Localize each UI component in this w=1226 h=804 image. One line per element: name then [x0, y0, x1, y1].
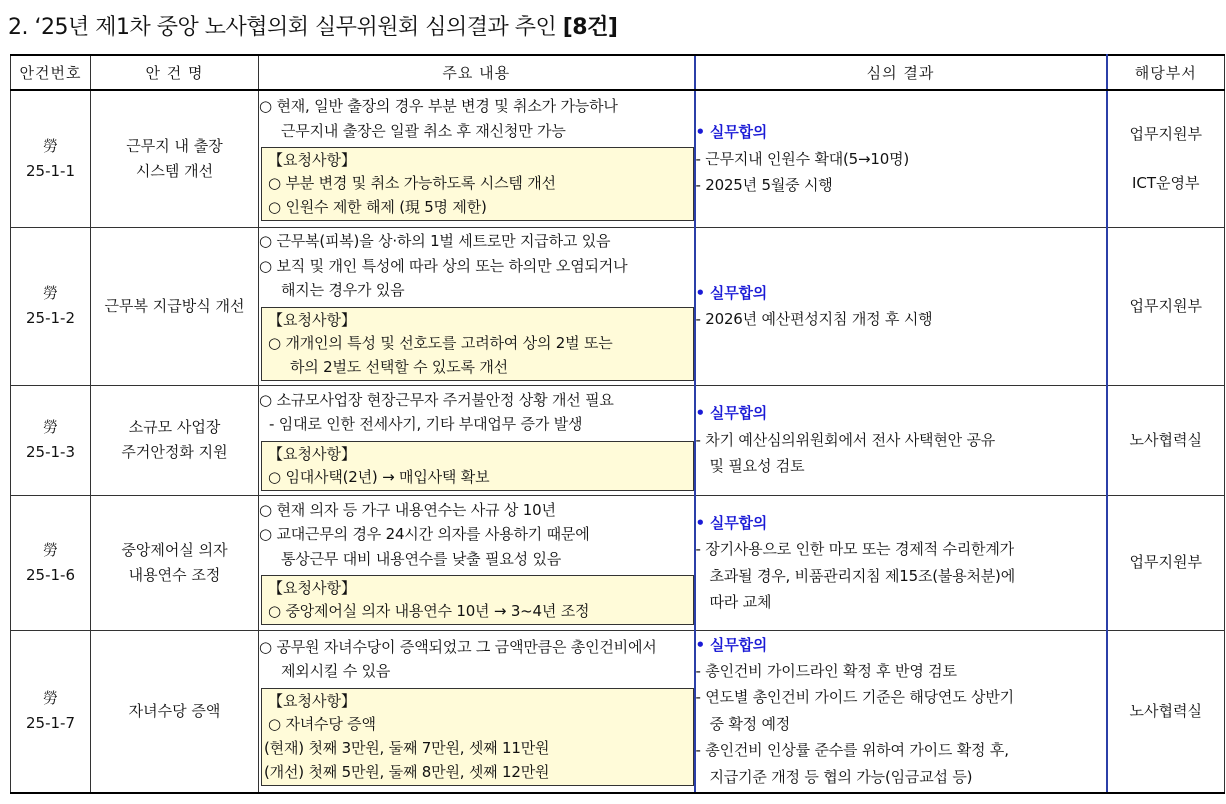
result-agree: • 실무합의: [695, 513, 768, 532]
result-agree: • 실무합의: [695, 404, 768, 423]
table-row: [11, 385, 1225, 495]
agenda-name-line: 소규모 사업장: [128, 418, 221, 436]
agenda-name-line: 근무지 내 출장: [126, 136, 223, 155]
request-line: ○ 중앙제어실 의자 내용연수 10년 → 3~4년 조정: [268, 602, 590, 621]
content-line: 근무지내 출장은 일괄 취소 후 재신청만 가능: [281, 121, 566, 140]
request-label: 【요청사항】: [268, 444, 356, 463]
agenda-number: 25-1-1: [26, 161, 75, 180]
result-line: - 장기사용으로 인한 마모 또는 경제적 수리한계가: [695, 540, 1014, 558]
content-line: ○ 교대근무의 경우 24시간 의자를 사용하기 때문에: [259, 525, 590, 544]
request-line: 하의 2벌도 선택할 수 있도록 개선: [290, 357, 508, 376]
agenda-name-cell: [91, 227, 259, 385]
content-cell: [259, 385, 695, 495]
content-line: ○ 보직 및 개인 특성에 따라 상의 또는 하의만 오염되거나: [259, 256, 628, 275]
agenda-table: [10, 54, 1225, 794]
agenda-name-line: 자녀수당 증액: [128, 701, 221, 720]
dept-name: 업무지원부: [1129, 296, 1202, 315]
table-row: [11, 227, 1225, 385]
result-line: - 2026년 예산편성지침 개정 후 시행: [695, 310, 933, 328]
agenda-number: 25-1-6: [26, 565, 75, 584]
content-cell: [259, 495, 695, 630]
labor-mark: 勞: [42, 689, 58, 708]
result-cell: [695, 495, 1107, 630]
header-content: 주요 내용: [259, 55, 695, 90]
result-line: - 총인건비 가이드라인 확정 후 반영 검토: [695, 661, 957, 680]
result-line: - 연도별 총인건비 가이드 기준은 해당연도 상반기: [695, 688, 1014, 706]
content-line: 해지는 경우가 있음: [281, 281, 405, 300]
result-cell: [695, 90, 1107, 227]
request-label: 【요청사항】: [268, 691, 356, 710]
dept-name: ICT운영부: [1131, 173, 1200, 192]
result-line: - 근무지내 인원수 확대(5→10명): [695, 149, 910, 168]
agenda-number-cell: [11, 630, 91, 793]
content-line: ○ 현재, 일반 출장의 경우 부분 변경 및 취소가 가능하나: [259, 97, 618, 116]
content-cell: [259, 90, 695, 227]
request-box: [261, 575, 694, 625]
request-line: (개선) 첫째 5만원, 둘째 8만원, 셋째 12만원: [264, 762, 550, 781]
agenda-name-line: 주거안정화 지원: [121, 443, 228, 461]
request-label: 【요청사항】: [268, 151, 356, 170]
content-line: - 임대로 인한 전세사기, 기타 부대업무 증가 발생: [269, 415, 583, 433]
table-header-row: [11, 55, 1225, 90]
content-line: ○ 소규모사업장 현장근무자 주거불안정 상황 개선 필요: [259, 390, 614, 409]
table-row: [11, 90, 1225, 227]
result-line: 따라 교체: [709, 593, 772, 611]
agenda-number: 25-1-2: [26, 309, 75, 327]
labor-mark: 勞: [42, 136, 58, 155]
header-result: 심의 결과: [695, 55, 1107, 90]
dept-cell: [1107, 630, 1225, 793]
dept-name: 업무지원부: [1129, 124, 1202, 143]
labor-mark: 勞: [42, 418, 58, 436]
request-line: ○ 개개인의 특성 및 선호도를 고려하여 상의 2벌 또는: [268, 333, 613, 352]
table-row: [11, 495, 1225, 630]
dept-cell: [1107, 227, 1225, 385]
agenda-number-cell: [11, 227, 91, 385]
agenda-name-cell: [91, 385, 259, 495]
content-line: ○ 근무복(피복)을 상·하의 1벌 세트로만 지급하고 있음: [259, 232, 611, 251]
result-line: - 차기 예산심의위원회에서 전사 사택현안 공유: [695, 430, 996, 449]
result-line: 지급기준 개정 등 협의 가능(임금교섭 등): [709, 767, 973, 786]
dept-name: 업무지원부: [1129, 553, 1202, 571]
agenda-number: 25-1-3: [26, 443, 75, 461]
result-line: 및 필요성 검토: [709, 457, 805, 476]
content-cell: [259, 227, 695, 385]
request-box: [261, 688, 694, 786]
agenda-name-line: 근무복 지급방식 개선: [104, 296, 245, 315]
request-label: 【요청사항】: [268, 579, 356, 598]
section-title: [8, 10, 617, 41]
agenda-name-line: 중앙제어실 의자: [121, 540, 228, 559]
content-line: ○ 현재 의자 등 가구 내용연수는 사규 상 10년: [259, 500, 556, 519]
header-no: 안건번호: [11, 55, 91, 90]
section-title-count: [8건]: [562, 15, 618, 40]
agenda-number-cell: [11, 385, 91, 495]
result-line: - 2025년 5월중 시행: [695, 176, 833, 194]
dept-cell: [1107, 385, 1225, 495]
dept-cell: [1107, 495, 1225, 630]
section-title-text: 2. ‘25년 제1차 중앙 노사협의회 실무위원회 심의결과 추인: [8, 15, 563, 40]
request-line: ○ 부분 변경 및 취소 가능하도록 시스템 개선: [268, 174, 556, 193]
labor-mark: 勞: [42, 540, 58, 559]
result-agree: • 실무합의: [695, 283, 768, 302]
result-line: 중 확정 예정: [709, 714, 791, 733]
content-line: ○ 공무원 자녀수당이 증액되었고 그 금액만큼은 총인건비에서: [259, 637, 657, 656]
agenda-name-cell: [91, 90, 259, 227]
request-label: 【요청사항】: [268, 310, 356, 329]
result-cell: [695, 385, 1107, 495]
request-line: ○ 자녀수당 증액: [268, 714, 376, 733]
result-line: 초과될 경우, 비품관리지침 제15조(불용처분)에: [709, 566, 1015, 585]
result-line: - 총인건비 인상률 준수를 위하여 가이드 확정 후,: [695, 741, 1009, 759]
labor-mark: 勞: [42, 284, 58, 302]
dept-name: 노사협력실: [1129, 430, 1202, 449]
agenda-name-cell: [91, 495, 259, 630]
result-cell: [695, 630, 1107, 793]
request-line: ○ 인원수 제한 해제 (現 5명 제한): [268, 198, 487, 217]
content-line: 통상근무 대비 내용연수를 낮출 필요성 있음: [281, 549, 562, 568]
result-agree: • 실무합의: [695, 123, 768, 141]
result-cell: [695, 227, 1107, 385]
agenda-name-cell: [91, 630, 259, 793]
table-row: [11, 630, 1225, 793]
request-box: [261, 441, 694, 491]
agenda-name-line: 내용연수 조정: [128, 565, 221, 584]
header-dept: 해당부서: [1107, 55, 1225, 90]
content-cell: [259, 630, 695, 793]
agenda-number-cell: [11, 495, 91, 630]
request-box: [261, 307, 694, 381]
result-agree: • 실무합의: [695, 635, 768, 654]
agenda-name-line: 시스템 개선: [135, 161, 214, 180]
request-box: [261, 147, 694, 221]
agenda-number-cell: [11, 90, 91, 227]
dept-name: 노사협력실: [1129, 701, 1202, 720]
request-line: (현재) 첫째 3만원, 둘째 7만원, 셋째 11만원: [264, 738, 550, 757]
dept-cell: [1107, 90, 1225, 227]
agenda-number: 25-1-7: [26, 714, 75, 733]
request-line: ○ 임대사택(2년) → 매입사택 확보: [268, 467, 490, 486]
content-line: 제외시킬 수 있음: [281, 662, 391, 681]
header-name: 안 건 명: [91, 55, 259, 90]
